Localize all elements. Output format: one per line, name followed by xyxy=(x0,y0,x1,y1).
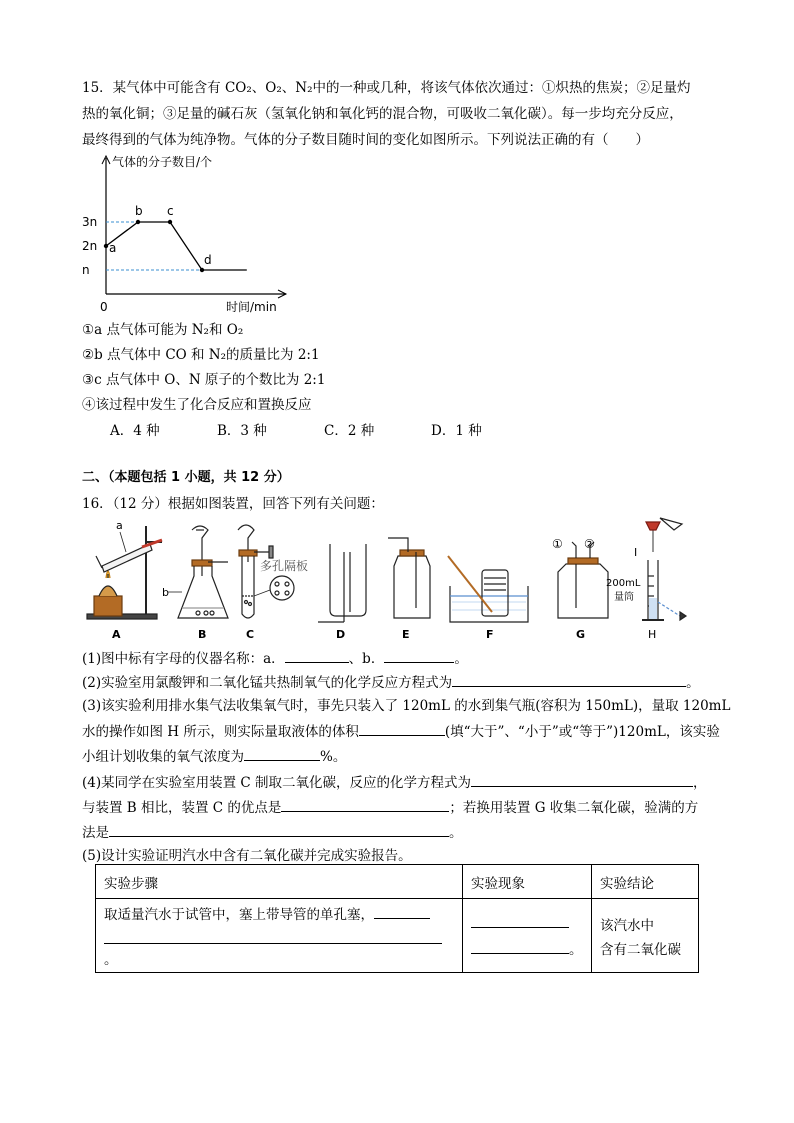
label-b: b xyxy=(162,586,169,599)
apparatus-b xyxy=(162,526,228,618)
q15-statement-4: ④该过程中发生了化合反应和置换反应 xyxy=(82,397,312,413)
q15-options xyxy=(110,421,538,441)
q15-statement-2: ②b 点气体中 CO 和 N₂的质量比为 2:1 xyxy=(82,347,320,363)
y-axis-label: 气体的分子数目/个 xyxy=(112,155,213,169)
molecule-count-chart xyxy=(78,148,298,316)
answer-blank-concentration[interactable] xyxy=(244,746,320,761)
q16-part4-line3: 法是 。 xyxy=(82,822,463,843)
point-label-c: c xyxy=(167,204,174,218)
q15-line3: 最终得到的气体为纯净物。气体的分子数目随时间的变化如图所示。下列说法正确的有（ ） xyxy=(82,132,649,148)
tube-label-1: ① xyxy=(552,537,563,551)
y-tick-n: n xyxy=(82,263,90,277)
cylinder-name: 量筒 xyxy=(614,592,634,603)
answer-blank-step-1[interactable] xyxy=(374,904,430,919)
series-line xyxy=(106,222,247,270)
answer-blank-advantage[interactable] xyxy=(281,797,449,812)
apparatus-a xyxy=(87,519,162,619)
q16-part3-line1: (3)该实验利用排水集气法收集氧气时，事先只装入了 120mL 的水到集气瓶(容积为 150mL)，量取 120mL xyxy=(82,698,731,714)
header-conclusion: 实验结论 xyxy=(592,865,699,899)
q16-part3-line2: 水的操作如图 H 所示，则实际量取液体的体积 (填“大于”、“小于”或“等于”)120mL，该实验 xyxy=(82,721,720,742)
point-d xyxy=(200,268,204,272)
label-A: A xyxy=(112,628,121,641)
q16-part2: (2)实验室用氯酸钾和二氧化锰共热制氧气的化学反应方程式为 。 xyxy=(82,672,700,693)
point-a xyxy=(104,244,108,248)
q16-part4-line1: (4)某同学在实验室用装置 C 制取二氧化碳，反应的化学方程式为 ， xyxy=(82,772,707,793)
label-C: C xyxy=(246,628,255,641)
header-step: 实验步骤 xyxy=(96,865,463,899)
header-phenomenon: 实验现象 xyxy=(463,865,592,899)
apparatus-figure xyxy=(82,516,722,642)
q15-line2: 热的氧化铜；③足量的碱石灰（氢氧化钠和氧化钙的混合物，可吸收二氧化碳）。每一步均充分反应， xyxy=(82,106,683,122)
point-label-d: d xyxy=(204,253,212,267)
point-b xyxy=(136,220,140,224)
answer-blank-equation-o2[interactable] xyxy=(452,672,686,687)
cell-phenomenon: 。 xyxy=(463,899,592,973)
label-D: D xyxy=(336,628,346,641)
answer-blank-equation-co2[interactable] xyxy=(471,772,693,787)
q15-line1: 15．某气体中可能含有 CO₂、O₂、N₂中的一种或几种，将该气体依次通过：①炽热的焦炭；②足量灼 xyxy=(82,80,691,96)
cell-step: 取适量汽水于试管中，塞上带导管的单孔塞， 。 xyxy=(96,899,463,973)
apparatus-h xyxy=(606,518,686,620)
label-G: G xyxy=(576,628,586,641)
label-H: H xyxy=(648,628,657,641)
answer-blank-phenomenon-2[interactable] xyxy=(471,939,569,954)
porous-plate-label: 多孔隔板 xyxy=(260,559,309,573)
label-a: a xyxy=(116,519,123,532)
answer-blank-step-2[interactable] xyxy=(104,929,442,944)
point-label-b: b xyxy=(135,204,143,218)
experiment-report-table xyxy=(95,864,699,973)
q16-part5: (5)设计实验证明汽水中含有二氧化碳并完成实验报告。 xyxy=(82,848,412,864)
apparatus-e xyxy=(388,538,430,618)
answer-blank-phenomenon-1[interactable] xyxy=(471,913,569,928)
apparatus-f xyxy=(448,556,528,622)
q15-statement-1: ①a 点气体可能为 N₂和 O₂ xyxy=(82,322,244,338)
origin-label: 0 xyxy=(100,300,108,314)
answer-blank-method[interactable] xyxy=(109,822,449,837)
mark-i: I xyxy=(634,546,638,559)
answer-blank-b[interactable] xyxy=(384,648,454,663)
cell-conclusion: 该汽水中 含有二氧化碳 xyxy=(592,899,699,973)
q16-part4-line2: 与装置 B 相比，装置 C 的优点是 ；若换用装置 G 收集二氧化碳，验满的方 xyxy=(82,797,698,818)
y-tick-3n: 3n xyxy=(82,215,98,229)
section-heading: 二、（本题包括 1 小题，共 12 分） xyxy=(82,470,290,485)
q15-statement-3: ③c 点气体中 O、N 原子的个数比为 2:1 xyxy=(82,372,326,388)
q16-part3-line3: 小组计划收集的氧气浓度为 %。 xyxy=(82,746,346,767)
label-E: E xyxy=(402,628,410,641)
label-F: F xyxy=(486,628,494,641)
tube-label-2: ② xyxy=(584,537,595,551)
apparatus-g xyxy=(552,537,608,618)
point-c xyxy=(168,220,172,224)
option-c[interactable]: C．2 种 xyxy=(324,423,375,439)
point-label-a: a xyxy=(109,241,117,255)
x-axis-label: 时间/min xyxy=(226,300,277,314)
answer-blank-volume[interactable] xyxy=(359,721,445,736)
apparatus-d xyxy=(318,544,366,622)
answer-blank-a[interactable] xyxy=(285,648,349,663)
apparatus-c xyxy=(238,525,308,618)
cylinder-volume: 200mL xyxy=(606,578,641,589)
label-B: B xyxy=(198,628,207,641)
q16-intro: 16．（12 分）根据如图装置，回答下列有关问题： xyxy=(82,496,384,512)
q16-part1: (1)图中标有字母的仪器名称：a． 、b． 。 xyxy=(82,648,468,669)
option-d[interactable]: D．1 种 xyxy=(431,423,482,439)
option-a[interactable]: A．4 种 xyxy=(110,423,160,439)
option-b[interactable]: B．3 种 xyxy=(217,423,267,439)
y-tick-2n: 2n xyxy=(82,239,98,253)
